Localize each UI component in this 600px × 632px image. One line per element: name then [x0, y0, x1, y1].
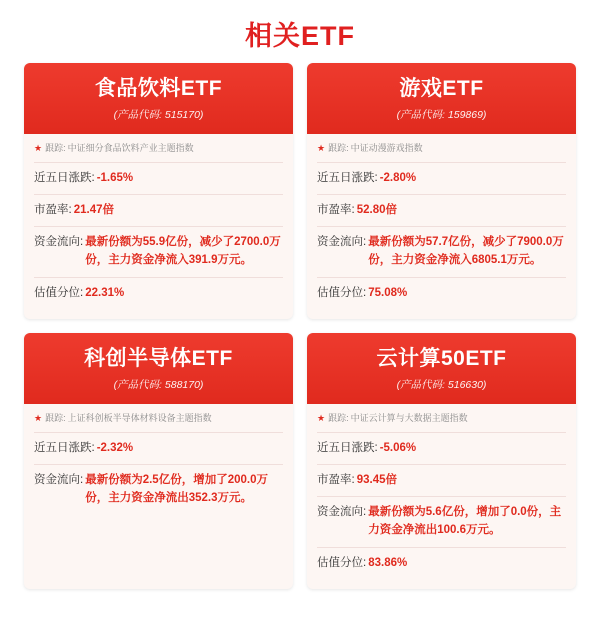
five-day-change-label: 近五日涨跌: [317, 441, 378, 454]
valuation-percentile-label: 估值分位: [317, 557, 367, 570]
fund-flow-label: 资金流向: [317, 236, 367, 249]
etf-name: 科创半导体ETF [84, 347, 233, 371]
etf-card[interactable] [307, 63, 576, 319]
track-value: 中证细分食品饮料产业主题指数 [67, 143, 194, 154]
etf-name: 食品饮料ETF [94, 77, 223, 100]
valuation-percentile-label: 估值分位: [317, 286, 367, 299]
pe-ratio-label: 市盈率: [317, 474, 355, 487]
five-day-change-value: -2.32% [96, 441, 134, 454]
track-label: 跟踪: [328, 143, 349, 154]
pe-ratio-value: 21.47倍 [73, 204, 114, 217]
fund-flow-row [317, 227, 566, 278]
etf-card-header [307, 63, 576, 134]
etf-code: (产品代码: 588170) [113, 379, 204, 392]
etf-card-body [24, 404, 293, 589]
pe-ratio-value: 93.45倍 [356, 474, 397, 487]
etf-card-header [24, 63, 293, 134]
valuation-percentile-value: 22.31% [85, 286, 125, 299]
five-day-change-label: 近五日涨跌: [317, 171, 378, 184]
pe-ratio-row [317, 465, 566, 497]
pe-ratio-value: 52.80倍 [356, 204, 397, 217]
pe-ratio-label: 市盈率: [317, 204, 355, 217]
etf-code: (产品代码: 159869) [396, 109, 487, 122]
star-icon: ★ [317, 143, 326, 154]
fund-flow-label: 资金流向: [34, 474, 84, 487]
five-day-change-label: 近五日涨跌: [34, 171, 95, 184]
fund-flow-label: 资金流向: [317, 506, 367, 519]
valuation-percentile-row [317, 548, 566, 579]
pe-ratio-row [317, 195, 566, 227]
page-title: 相关ETF [245, 21, 355, 51]
pe-ratio-row [34, 195, 283, 227]
five-day-change-value: -5.06% [379, 441, 417, 454]
five-day-change-label: 近五日涨跌: [34, 441, 95, 454]
track-label: 跟踪: [328, 413, 349, 424]
etf-card[interactable] [307, 333, 576, 589]
etf-card[interactable] [24, 63, 293, 319]
five-day-change-value: -2.80% [379, 171, 417, 184]
fund-flow-value: 最新份额为55.9亿份，减少了2700.0万份，主力资金净流入391.9万元。 [85, 236, 281, 267]
etf-card-grid [0, 63, 600, 589]
etf-card-body [307, 404, 576, 589]
five-day-change-row [317, 433, 566, 465]
track-label: 跟踪: [45, 143, 66, 154]
track-value: 上证科创板半导体材料设备主题指数 [67, 413, 212, 424]
track-row [317, 143, 566, 163]
track-value: 中证云计算与大数据主题指数 [350, 413, 468, 424]
track-label: 跟踪: [45, 413, 66, 424]
track-value: 中证动漫游戏指数 [350, 143, 423, 154]
etf-name: 云计算50ETF [376, 347, 507, 371]
fund-flow-value: 最新份额为57.7亿份，减少了7900.0万份，主力资金净流入6805.1万元。 [368, 236, 564, 267]
star-icon: ★ [34, 413, 43, 424]
track-row [34, 413, 283, 433]
etf-card-body [307, 134, 576, 319]
fund-flow-value: 最新份额为5.6亿份，增加了0.0份，主力资金净流出100.6万元。 [368, 506, 562, 537]
five-day-change-row [34, 163, 283, 195]
etf-card[interactable] [24, 333, 293, 589]
pe-ratio-label: 市盈率: [34, 204, 72, 217]
fund-flow-row [34, 227, 283, 278]
star-icon: ★ [317, 413, 326, 424]
etf-code: (产品代码: 515170) [113, 109, 204, 122]
etf-name: 游戏ETF [399, 77, 484, 100]
fund-flow-label: 资金流向: [34, 236, 84, 249]
etf-card-body [24, 134, 293, 319]
track-row [317, 413, 566, 433]
star-icon: ★ [34, 143, 43, 154]
five-day-change-row [34, 433, 283, 465]
five-day-change-row [317, 163, 566, 195]
fund-flow-row [34, 465, 283, 515]
fund-flow-value: 最新份额为2.5亿份，增加了200.0万份，主力资金净流出352.3万元。 [85, 474, 268, 504]
valuation-percentile-row [34, 278, 283, 309]
etf-card-header [24, 333, 293, 404]
track-row [34, 143, 283, 163]
etf-code: (产品代码: 516630) [396, 379, 487, 392]
fund-flow-row [317, 497, 566, 548]
five-day-change-value: -1.65% [96, 171, 134, 184]
valuation-percentile-value: 75.08% [368, 286, 408, 299]
valuation-percentile-label: 估值分位: [34, 286, 84, 299]
etf-card-header [307, 333, 576, 404]
valuation-percentile-row [317, 278, 566, 309]
valuation-percentile-value: 83.86% [368, 557, 408, 570]
